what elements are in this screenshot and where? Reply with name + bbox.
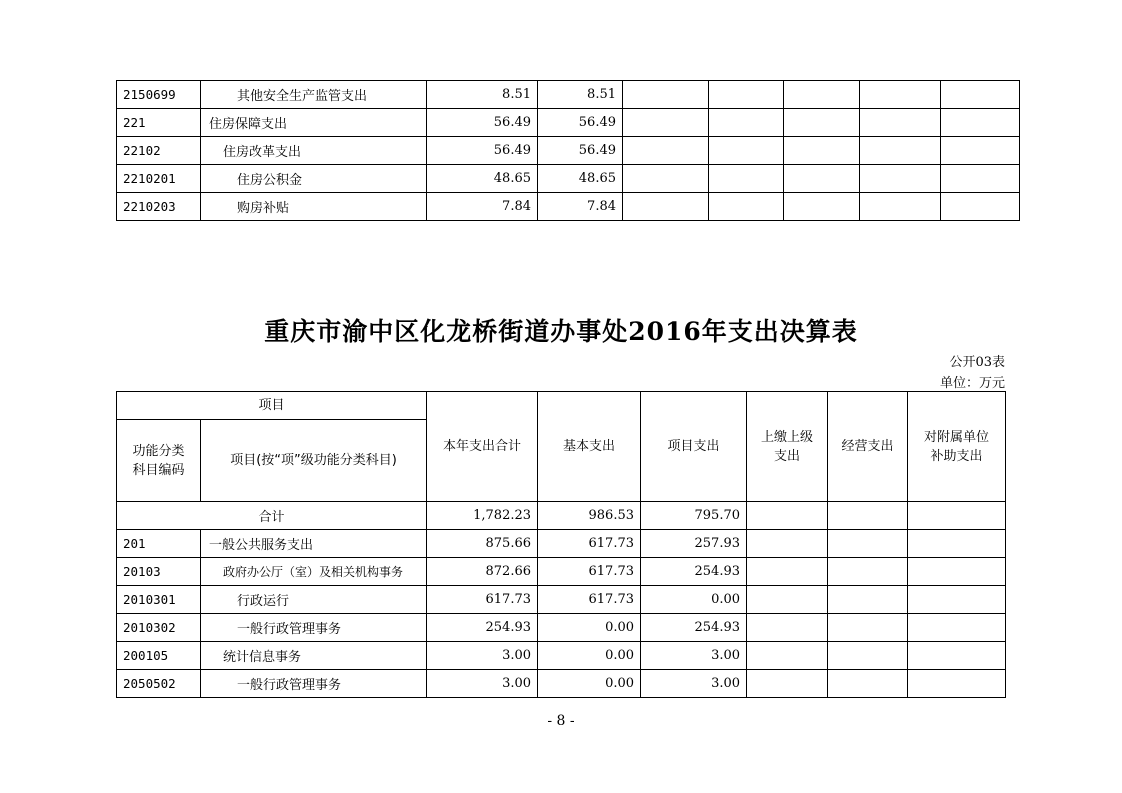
empty-cell bbox=[747, 614, 828, 642]
empty-cell bbox=[828, 642, 908, 670]
table-row bbox=[117, 81, 1020, 109]
row-code: 201 bbox=[117, 530, 201, 558]
empty-cell bbox=[941, 81, 1020, 109]
empty-cell bbox=[709, 109, 784, 137]
empty-cell bbox=[908, 642, 1006, 670]
header-total: 本年支出合计 bbox=[427, 392, 538, 502]
row-total: 3.00 bbox=[427, 670, 538, 698]
empty-cell bbox=[908, 530, 1006, 558]
row-name: 住房保障支出 bbox=[201, 109, 427, 137]
row-project: 254.93 bbox=[641, 614, 747, 642]
sum-total: 1,782.23 bbox=[427, 502, 538, 530]
table-row bbox=[117, 165, 1020, 193]
row-code: 20103 bbox=[117, 558, 201, 586]
empty-cell bbox=[828, 614, 908, 642]
row-name: 住房改革支出 bbox=[201, 137, 427, 165]
row-project: 3.00 bbox=[641, 642, 747, 670]
empty-cell bbox=[784, 137, 860, 165]
table-row bbox=[117, 530, 1006, 558]
row-basic: 617.73 bbox=[538, 558, 641, 586]
empty-cell bbox=[860, 165, 941, 193]
row-code: 2010301 bbox=[117, 586, 201, 614]
row-code: 200105 bbox=[117, 642, 201, 670]
table-number: 公开03表 bbox=[949, 355, 1005, 370]
empty-cell bbox=[623, 165, 709, 193]
empty-cell bbox=[709, 193, 784, 221]
row-name: 行政运行 bbox=[201, 586, 427, 614]
header-basic: 基本支出 bbox=[538, 392, 641, 502]
empty-cell bbox=[623, 81, 709, 109]
row-project: 257.93 bbox=[641, 530, 747, 558]
empty-cell bbox=[623, 137, 709, 165]
header-project-group: 项目 bbox=[117, 392, 427, 420]
empty-cell bbox=[941, 193, 1020, 221]
row-basic: 617.73 bbox=[538, 530, 641, 558]
empty-cell bbox=[784, 81, 860, 109]
empty-cell bbox=[623, 109, 709, 137]
empty-cell bbox=[784, 165, 860, 193]
empty-cell bbox=[941, 137, 1020, 165]
row-code: 2210201 bbox=[117, 165, 201, 193]
table-row bbox=[117, 614, 1006, 642]
empty-cell bbox=[828, 530, 908, 558]
row-code: 2210203 bbox=[117, 193, 201, 221]
sum-project: 795.70 bbox=[641, 502, 747, 530]
empty-cell bbox=[709, 81, 784, 109]
empty-cell bbox=[784, 193, 860, 221]
row-total: 872.66 bbox=[427, 558, 538, 586]
row-name: 购房补贴 bbox=[201, 193, 427, 221]
table-row bbox=[117, 642, 1006, 670]
table-row bbox=[117, 193, 1020, 221]
row-name: 一般公共服务支出 bbox=[201, 530, 427, 558]
table-row bbox=[117, 137, 1020, 165]
empty-cell bbox=[941, 165, 1020, 193]
table-row bbox=[117, 586, 1006, 614]
empty-cell bbox=[709, 165, 784, 193]
row-total: 56.49 bbox=[427, 109, 538, 137]
page-number: - 8 - bbox=[547, 713, 575, 729]
row-name: 一般行政管理事务 bbox=[201, 614, 427, 642]
row-basic: 48.65 bbox=[538, 165, 623, 193]
empty-cell bbox=[747, 642, 828, 670]
header-subsidy: 对附属单位补助支出 bbox=[908, 392, 1006, 502]
row-total: 875.66 bbox=[427, 530, 538, 558]
row-basic: 7.84 bbox=[538, 193, 623, 221]
row-basic: 0.00 bbox=[538, 614, 641, 642]
header-item: 项目(按“项”级功能分类科目) bbox=[201, 420, 427, 502]
header-project: 项目支出 bbox=[641, 392, 747, 502]
row-name: 统计信息事务 bbox=[201, 642, 427, 670]
row-code: 221 bbox=[117, 109, 201, 137]
row-basic: 8.51 bbox=[538, 81, 623, 109]
row-project: 254.93 bbox=[641, 558, 747, 586]
empty-cell bbox=[747, 586, 828, 614]
row-code: 2050502 bbox=[117, 670, 201, 698]
row-total: 7.84 bbox=[427, 193, 538, 221]
empty-cell bbox=[709, 137, 784, 165]
row-code: 22102 bbox=[117, 137, 201, 165]
empty-cell bbox=[908, 670, 1006, 698]
row-name: 一般行政管理事务 bbox=[201, 670, 427, 698]
header-upper: 上缴上级支出 bbox=[747, 392, 828, 502]
expenditure-table bbox=[116, 391, 1006, 698]
unit-label: 单位：万元 bbox=[939, 376, 1005, 391]
row-name: 住房公积金 bbox=[201, 165, 427, 193]
empty-cell bbox=[828, 586, 908, 614]
empty-cell bbox=[860, 137, 941, 165]
sum-label: 合计 bbox=[117, 502, 427, 530]
sum-basic: 986.53 bbox=[538, 502, 641, 530]
empty-cell bbox=[860, 109, 941, 137]
empty-cell bbox=[860, 81, 941, 109]
table-row bbox=[117, 558, 1006, 586]
empty-cell bbox=[908, 586, 1006, 614]
empty-cell bbox=[747, 530, 828, 558]
empty-cell bbox=[908, 558, 1006, 586]
empty-cell bbox=[908, 614, 1006, 642]
row-basic: 617.73 bbox=[538, 586, 641, 614]
empty-cell bbox=[828, 558, 908, 586]
row-project: 3.00 bbox=[641, 670, 747, 698]
header-code: 功能分类科目编码 bbox=[117, 420, 201, 502]
page-title: 重庆市渝中区化龙桥街道办事处2016年支出决算表 bbox=[264, 317, 858, 346]
row-basic: 0.00 bbox=[538, 642, 641, 670]
row-total: 56.49 bbox=[427, 137, 538, 165]
row-total: 617.73 bbox=[427, 586, 538, 614]
header-business: 经营支出 bbox=[828, 392, 908, 502]
row-total: 48.65 bbox=[427, 165, 538, 193]
empty-cell bbox=[623, 193, 709, 221]
row-code: 2010302 bbox=[117, 614, 201, 642]
row-name: 其他安全生产监管支出 bbox=[201, 81, 427, 109]
row-total: 3.00 bbox=[427, 642, 538, 670]
row-basic: 56.49 bbox=[538, 137, 623, 165]
empty-cell bbox=[747, 670, 828, 698]
table-row bbox=[117, 670, 1006, 698]
row-basic: 56.49 bbox=[538, 109, 623, 137]
empty-cell bbox=[784, 109, 860, 137]
empty-cell bbox=[747, 558, 828, 586]
table-row bbox=[117, 109, 1020, 137]
row-basic: 0.00 bbox=[538, 670, 641, 698]
row-name: 政府办公厅（室）及相关机构事务 bbox=[201, 558, 427, 586]
row-project: 0.00 bbox=[641, 586, 747, 614]
continuation-table bbox=[116, 80, 1020, 221]
empty-cell bbox=[941, 109, 1020, 137]
empty-cell bbox=[860, 193, 941, 221]
empty-cell bbox=[828, 670, 908, 698]
row-code: 2150699 bbox=[117, 81, 201, 109]
row-total: 254.93 bbox=[427, 614, 538, 642]
row-total: 8.51 bbox=[427, 81, 538, 109]
